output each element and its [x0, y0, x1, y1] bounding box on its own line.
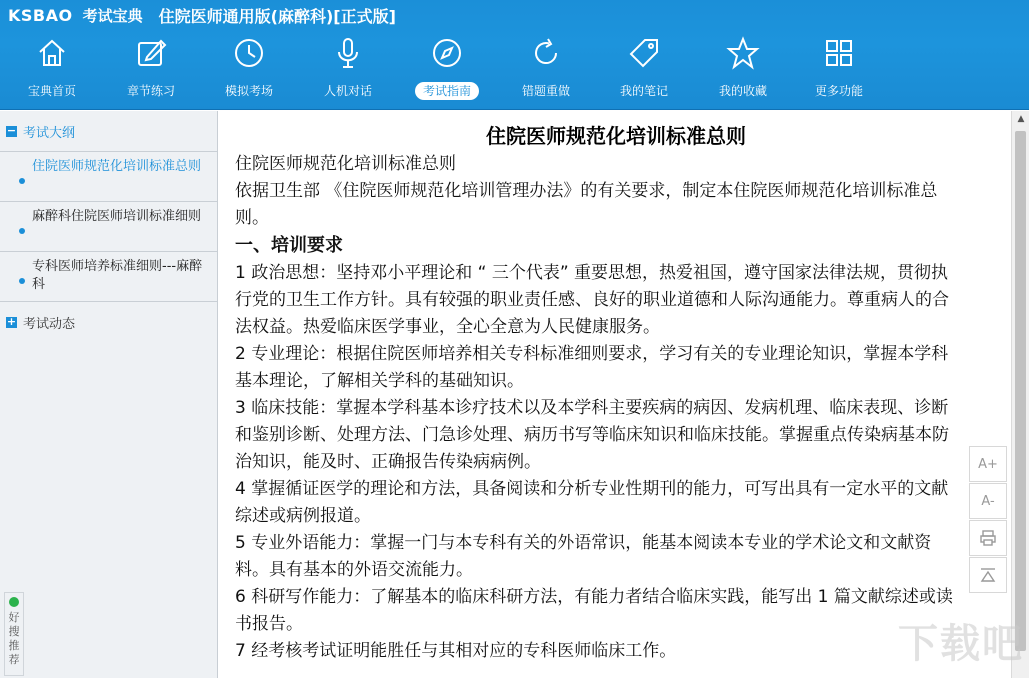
grid-icon [822, 36, 856, 70]
nav-label: 错题重做 [521, 84, 570, 98]
back-to-top-icon [979, 566, 997, 584]
nav-label: 我的收藏 [718, 84, 767, 98]
app-title: 住院医师通用版(麻醉科)[正式版] [158, 6, 396, 26]
nav-label: 宝典首页 [27, 84, 76, 98]
paragraph: 3 临床技能：掌握本学科基本诊疗技术以及本学科主要疾病的病因、发病机理、临床表现、诊断和鉴别诊断、处理方法、门急诊处理、病历书写等临床知识和临床技能。掌握重点传染病基本防治知识，能及时、正确报告传染病病例。 [235, 398, 949, 472]
vertical-scrollbar[interactable] [1011, 111, 1029, 678]
nav-label: 模拟考场 [224, 84, 273, 98]
nav-dialogue[interactable] [303, 30, 393, 106]
nav-mock-exam[interactable] [204, 30, 294, 106]
article-intro: 依据卫生部 《住院医师规范化培训管理办法》的有关要求，制定本住院医师规范化培训标准总则。 [235, 181, 938, 228]
print-icon [979, 529, 997, 547]
sidebar-section-label: 考试大纲 [23, 125, 76, 141]
widget-label: 好搜推荐 [8, 611, 20, 666]
compass-icon [430, 36, 464, 70]
scroll-up-arrow-icon[interactable]: ▲ [1017, 114, 1025, 124]
sidebar-item-anesthesia-rules[interactable] [0, 202, 217, 252]
back-to-top-button[interactable] [969, 557, 1007, 593]
print-button[interactable] [969, 520, 1007, 556]
app-header [0, 0, 1029, 110]
nav-home[interactable] [7, 30, 97, 106]
sidebar-item-label: 专科医师培养标准细则---麻醉科 [32, 259, 203, 292]
nav-label: 章节练习 [126, 84, 175, 98]
nav-label: 更多功能 [814, 84, 863, 98]
main-nav [0, 30, 900, 106]
sidebar-section-label: 考试动态 [23, 316, 76, 332]
collapse-icon[interactable]: − [6, 123, 17, 137]
expand-icon[interactable]: + [6, 314, 17, 328]
refresh-icon [529, 36, 563, 70]
clock-icon [232, 36, 266, 70]
bullet-icon [19, 228, 25, 234]
nav-more[interactable] [794, 30, 884, 106]
nav-label: 考试指南 [415, 82, 479, 100]
bullet-icon [19, 178, 25, 184]
app-logo-cn: 考试宝典 [82, 6, 143, 25]
font-increase-button[interactable]: A+ [969, 446, 1007, 482]
home-icon [35, 36, 69, 70]
scroll-thumb[interactable] [1015, 131, 1026, 651]
nav-exam-guide[interactable] [402, 30, 492, 106]
recommend-widget[interactable] [4, 592, 24, 676]
sidebar [0, 111, 218, 678]
microphone-icon [331, 36, 365, 70]
nav-my-favorites[interactable] [698, 30, 788, 106]
section-heading: 一、培训要求 [235, 235, 343, 256]
paragraph: 6 科研写作能力：了解基本的临床科研方法，有能力者结合临床实践，能写出 1 篇文献综述或读书报告。 [235, 587, 953, 634]
paragraph: 4 掌握循证医学的理论和方法，具备阅读和分析专业性期刊的能力，可写出具有一定水平的文献综述或病例报道。 [235, 479, 949, 526]
paragraph: 1 政治思想：坚持邓小平理论和 “ 三个代表” 重要思想，热爱祖国，遵守国家法律法规，贯彻执行党的卫生工作方针。具有较强的职业责任感、良好的职业道德和人际沟通能力。尊重病人的合法权益。热爱临床医学事业，全心全意为人民健康服务。 [235, 263, 949, 337]
sidebar-item-specialist-rules[interactable] [0, 252, 217, 302]
sidebar-section-outline[interactable] [0, 111, 217, 151]
font-decrease-button[interactable]: A- [969, 483, 1007, 519]
edit-icon [134, 36, 168, 70]
page-title: 住院医师规范化培训标准总则 [486, 124, 746, 148]
app-logo: KSBAO [8, 5, 73, 25]
article-subtitle: 住院医师规范化培训标准总则 [235, 154, 456, 174]
nav-label: 人机对话 [323, 84, 372, 98]
sidebar-item-general-standard[interactable] [0, 152, 217, 202]
sidebar-section-news[interactable] [0, 302, 217, 342]
paragraph: 5 专业外语能力：掌握一门与本专科有关的外语常识，能基本阅读本专业的学术论文和文献资料。具有基本的外语交流能力。 [235, 533, 932, 580]
sidebar-item-label: 住院医师规范化培训标准总则 [32, 159, 202, 174]
reading-toolbar [969, 446, 1007, 594]
paragraph: 7 经考核考试证明能胜任与其相对应的专科医师临床工作。 [235, 641, 677, 661]
bullet-icon [19, 278, 25, 284]
nav-chapter-practice[interactable] [106, 30, 196, 106]
star-icon [726, 36, 760, 70]
status-dot-icon [9, 597, 19, 607]
title-bar [8, 4, 396, 26]
tag-icon [627, 36, 661, 70]
paragraph: 2 专业理论：根据住院医师培养相关专科标准细则要求，学习有关的专业理论知识，掌握本学科基本理论，了解相关学科的基础知识。 [235, 344, 949, 391]
nav-label: 我的笔记 [619, 84, 668, 98]
nav-wrong-redo[interactable] [501, 30, 591, 106]
sidebar-item-label: 麻醉科住院医师培训标准细则 [32, 209, 202, 224]
watermark-logo: 下载吧 [898, 621, 1024, 667]
nav-my-notes[interactable] [599, 30, 689, 106]
article-content [219, 111, 1011, 678]
